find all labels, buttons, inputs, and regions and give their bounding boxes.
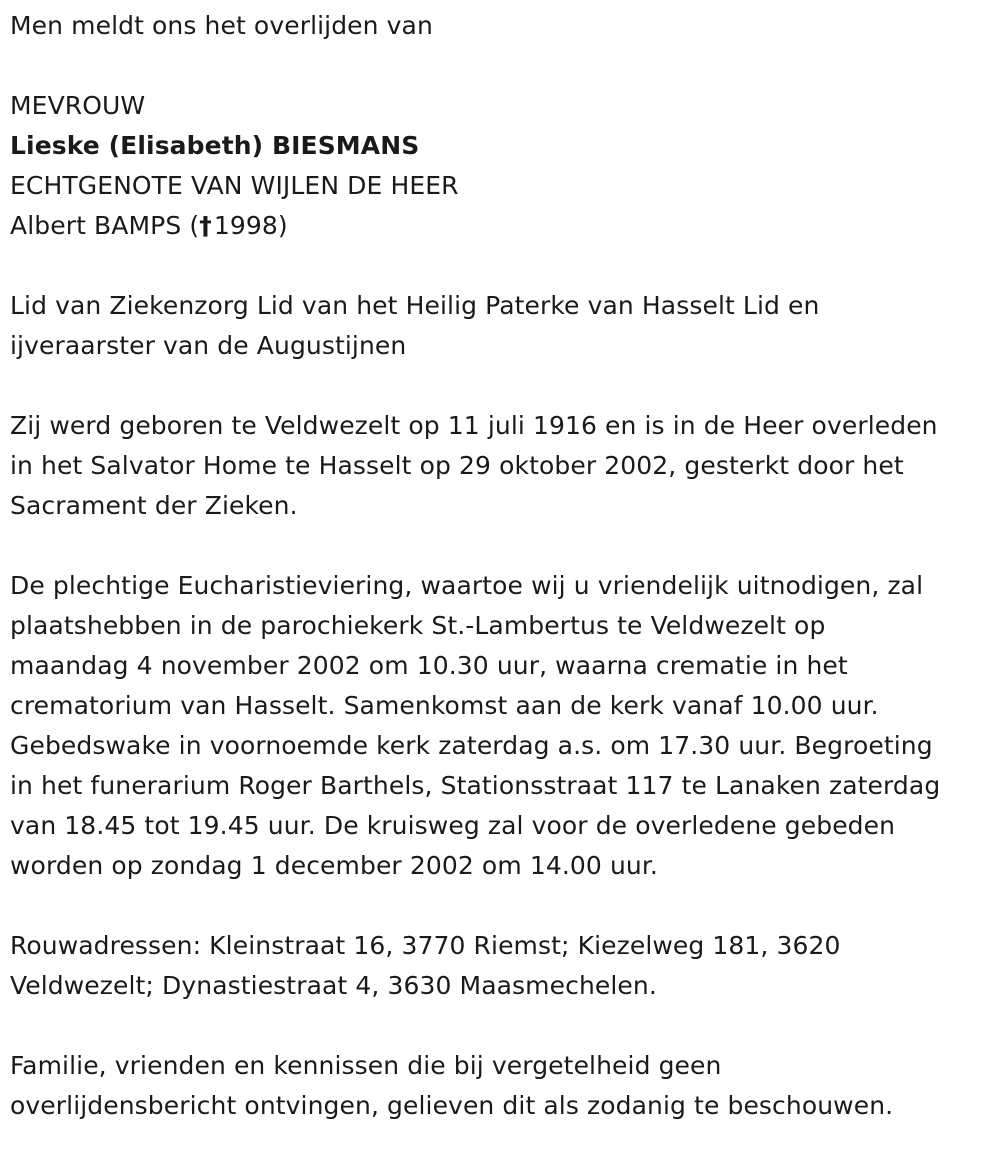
paragraph-line: maandag 4 november 2002 om 10.30 uur, waarna crematie in het: [10, 651, 848, 680]
paragraph-line: Lid van Ziekenzorg Lid van het Heilig Paterke van Hasselt Lid en: [10, 291, 820, 320]
paragraph-line: Zij werd geboren te Veldwezelt op 11 juli 1916 en is in de Heer overleden: [10, 411, 938, 440]
memberships-paragraph: [10, 286, 995, 366]
paragraph-line: plaatshebben in de parochiekerk St.-Lambertus te Veldwezelt op: [10, 611, 826, 640]
paragraph-line: ijveraarster van de Augustijnen: [10, 331, 407, 360]
paragraph-line: van 18.45 tot 19.45 uur. De kruisweg zal voor de overledene gebeden: [10, 811, 896, 840]
spacer: [10, 886, 995, 926]
paragraph-line: Familie, vrienden en kennissen die bij vergetelheid geen: [10, 1051, 722, 1080]
spacer: [10, 526, 995, 566]
spouse-year: 1998): [213, 211, 288, 240]
spouse-line: [10, 206, 995, 246]
paragraph-line: Gebedswake in voornoemde kerk zaterdag a.s. om 17.30 uur. Begroeting: [10, 731, 933, 760]
spacer: [10, 366, 995, 406]
intro-text: Men meldt ons het overlijden van: [10, 11, 433, 40]
birth-death-paragraph: [10, 406, 995, 526]
paragraph-line: Sacrament der Zieken.: [10, 491, 298, 520]
paragraph-line: in het funerarium Roger Barthels, Stationsstraat 117 te Lanaken zaterdag: [10, 771, 941, 800]
cross-icon: †: [199, 211, 212, 240]
paragraph-line: crematorium van Hasselt. Samenkomst aan de kerk vanaf 10.00 uur.: [10, 691, 879, 720]
honorific-title: MEVROUW: [10, 91, 146, 120]
death-notice: [10, 6, 995, 1126]
paragraph-line: De plechtige Eucharistieviering, waartoe wij u vriendelijk uitnodigen, zal: [10, 571, 924, 600]
ceremony-paragraph: [10, 566, 995, 886]
spouse-name: Albert BAMPS (: [10, 211, 200, 240]
spacer: [10, 46, 995, 86]
paragraph-line: Rouwadressen: Kleinstraat 16, 3770 Riemst; Kiezelweg 181, 3620: [10, 931, 841, 960]
paragraph-line: in het Salvator Home te Hasselt op 29 oktober 2002, gesterkt door het: [10, 451, 904, 480]
paragraph-line: worden op zondag 1 december 2002 om 14.00 uur.: [10, 851, 658, 880]
deceased-name: Lieske (Elisabeth) BIESMANS: [10, 131, 420, 160]
spacer: [10, 246, 995, 286]
addresses-paragraph: [10, 926, 995, 1006]
relation-text: ECHTGENOTE VAN WIJLEN DE HEER: [10, 171, 459, 200]
spacer: [10, 1006, 995, 1046]
closing-paragraph: [10, 1046, 995, 1126]
paragraph-line: overlijdensbericht ontvingen, gelieven dit als zodanig te beschouwen.: [10, 1091, 894, 1120]
paragraph-line: Veldwezelt; Dynastiestraat 4, 3630 Maasmechelen.: [10, 971, 657, 1000]
